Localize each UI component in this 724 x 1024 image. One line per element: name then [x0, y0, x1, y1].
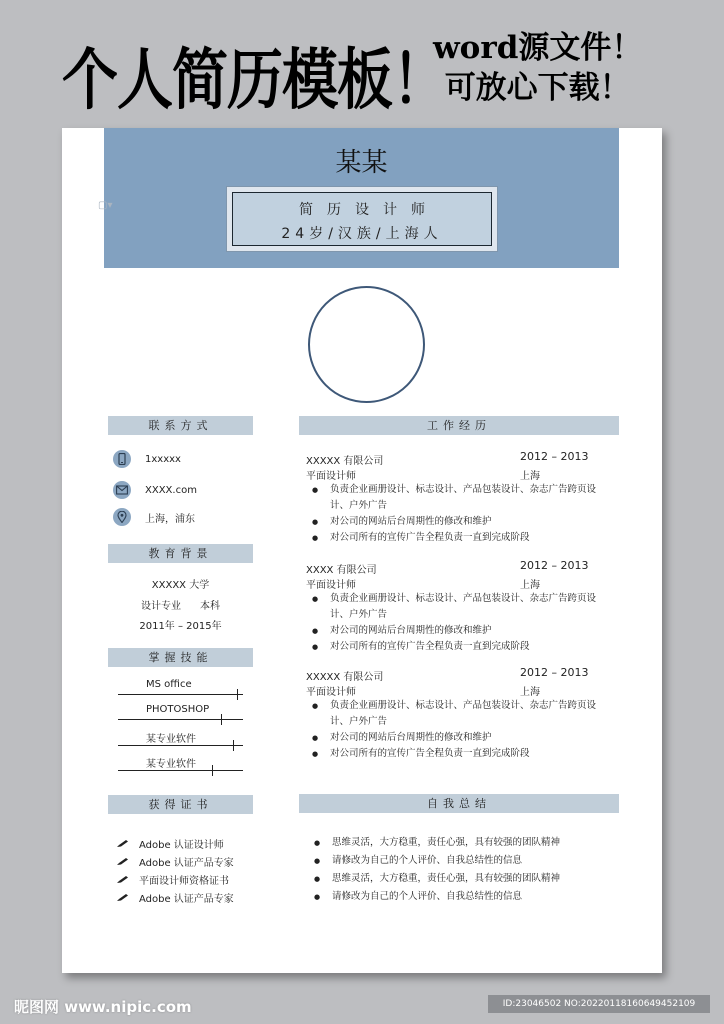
banner-main-title: 个人简历模板！ [62, 40, 447, 119]
job-company: XXXX 有限公司 [306, 565, 377, 576]
skill-label: 某专业软件 [146, 734, 196, 745]
job-duties [306, 698, 596, 762]
job-entry [306, 452, 596, 552]
section-summary: 自我总结 [299, 794, 619, 813]
job-duty: ● 对公司所有的宣传广告全程负责一直到完成阶段 [306, 530, 596, 546]
candidate-name: 某某 [335, 148, 388, 178]
watermark-id: ID:23046502 NO:20220118160649452109 [488, 995, 710, 1013]
skill-level-marker [221, 714, 222, 725]
job-years: 2012 – 2013 [520, 450, 589, 463]
job-duty: ● 负责企业画册设计、标志设计、产品包装设计、杂志广告跨页设计、户外广告 [306, 591, 596, 623]
section-contact: 联系方式 [108, 416, 253, 435]
section-work: 工作经历 [299, 416, 619, 435]
education-major: 设计专业 本科 [140, 601, 221, 612]
job-company: XXXXX 有限公司 [306, 672, 384, 683]
job-years: 2012 – 2013 [520, 559, 589, 572]
job-entry [306, 561, 596, 661]
banner-side-line2: 可放心下载！ [444, 70, 631, 106]
phone-icon [113, 450, 131, 468]
job-duty: ● 负责企业画册设计、标志设计、产品包装设计、杂志广告跨页设计、户外广告 [306, 482, 596, 514]
job-city: 上海 [520, 471, 540, 482]
job-title: 平面设计师 [306, 580, 356, 591]
banner-side-line1: word源文件！ [433, 30, 643, 66]
header-info-box [226, 186, 498, 252]
pen-icon [116, 875, 129, 884]
header-job-title: 简历设计师 [299, 202, 439, 218]
certificate-name: Adobe 认证产品专家 [139, 893, 234, 905]
job-entry [306, 668, 596, 768]
summary-item: ● 请修改为自己的个人评价、自我总结性的信息 [308, 852, 608, 870]
section-certificates: 获得证书 [108, 795, 253, 814]
education-school: XXXXX 大学 [151, 580, 210, 591]
contact-address: 上海，浦东 [145, 513, 195, 525]
pen-icon [116, 839, 129, 848]
job-duties [306, 591, 596, 655]
resume-header [104, 128, 619, 268]
job-duty: ● 对公司的网站后台周期性的修改和维护 [306, 730, 596, 746]
banner-side-text [433, 28, 642, 108]
skill-item [118, 730, 243, 745]
skill-level-marker [237, 689, 238, 700]
skill-label: 某专业软件 [146, 759, 196, 770]
pen-icon [116, 893, 129, 902]
contact-email: XXXX.com [145, 484, 197, 496]
certificate-item [116, 888, 234, 906]
pen-icon [116, 857, 129, 866]
header-personal-info: 24岁/汉族/上海人 [281, 226, 443, 242]
skill-label: MS office [146, 679, 192, 690]
contact-address-row [113, 507, 253, 527]
job-duties [306, 482, 596, 546]
summary-item: ● 请修改为自己的个人评价、自我总结性的信息 [308, 888, 608, 906]
job-duty: ● 对公司所有的宣传广告全程负责一直到完成阶段 [306, 746, 596, 762]
summary-item: ● 思维灵活，大方稳重，责任心强，具有较强的团队精神 [308, 870, 608, 888]
photo-placeholder [308, 286, 425, 403]
skill-item [118, 704, 243, 715]
envelope-icon [113, 481, 131, 499]
skill-item [118, 679, 243, 690]
job-title: 平面设计师 [306, 471, 356, 482]
education-period: 2011年 – 2015年 [139, 621, 222, 632]
contact-phone-row [113, 449, 253, 469]
certificate-item [116, 870, 229, 888]
summary-item: ● 思维灵活，大方稳重，责任心强，具有较强的团队精神 [308, 834, 608, 852]
paste-options-icon[interactable]: ▢▾ [98, 200, 113, 211]
skill-level-marker [212, 765, 213, 776]
job-duty: ● 对公司的网站后台周期性的修改和维护 [306, 623, 596, 639]
certificate-name: Adobe 认证产品专家 [139, 857, 234, 869]
job-duty: ● 对公司所有的宣传广告全程负责一直到完成阶段 [306, 639, 596, 655]
certificate-name: Adobe 认证设计师 [139, 839, 224, 851]
certificate-item [116, 834, 224, 852]
skill-label: PHOTOSHOP [146, 704, 210, 715]
skill-item [118, 755, 243, 770]
job-years: 2012 – 2013 [520, 666, 589, 679]
certificate-name: 平面设计师资格证书 [139, 875, 229, 887]
job-title: 平面设计师 [306, 687, 356, 698]
section-education: 教育背景 [108, 544, 253, 563]
job-city: 上海 [520, 580, 540, 591]
location-pin-icon [113, 508, 131, 526]
contact-phone: 1xxxxx [145, 453, 181, 465]
contact-email-row [113, 480, 253, 500]
resume-page [62, 128, 662, 973]
job-city: 上海 [520, 687, 540, 698]
certificate-item [116, 852, 234, 870]
summary-list [308, 834, 608, 906]
job-company: XXXXX 有限公司 [306, 456, 384, 467]
watermark-logo: 昵图网 www.nipic.com [14, 998, 192, 1016]
skill-level-marker [233, 740, 234, 751]
job-duty: ● 对公司的网站后台周期性的修改和维护 [306, 514, 596, 530]
job-duty: ● 负责企业画册设计、标志设计、产品包装设计、杂志广告跨页设计、户外广告 [306, 698, 596, 730]
section-skills: 掌握技能 [108, 648, 253, 667]
